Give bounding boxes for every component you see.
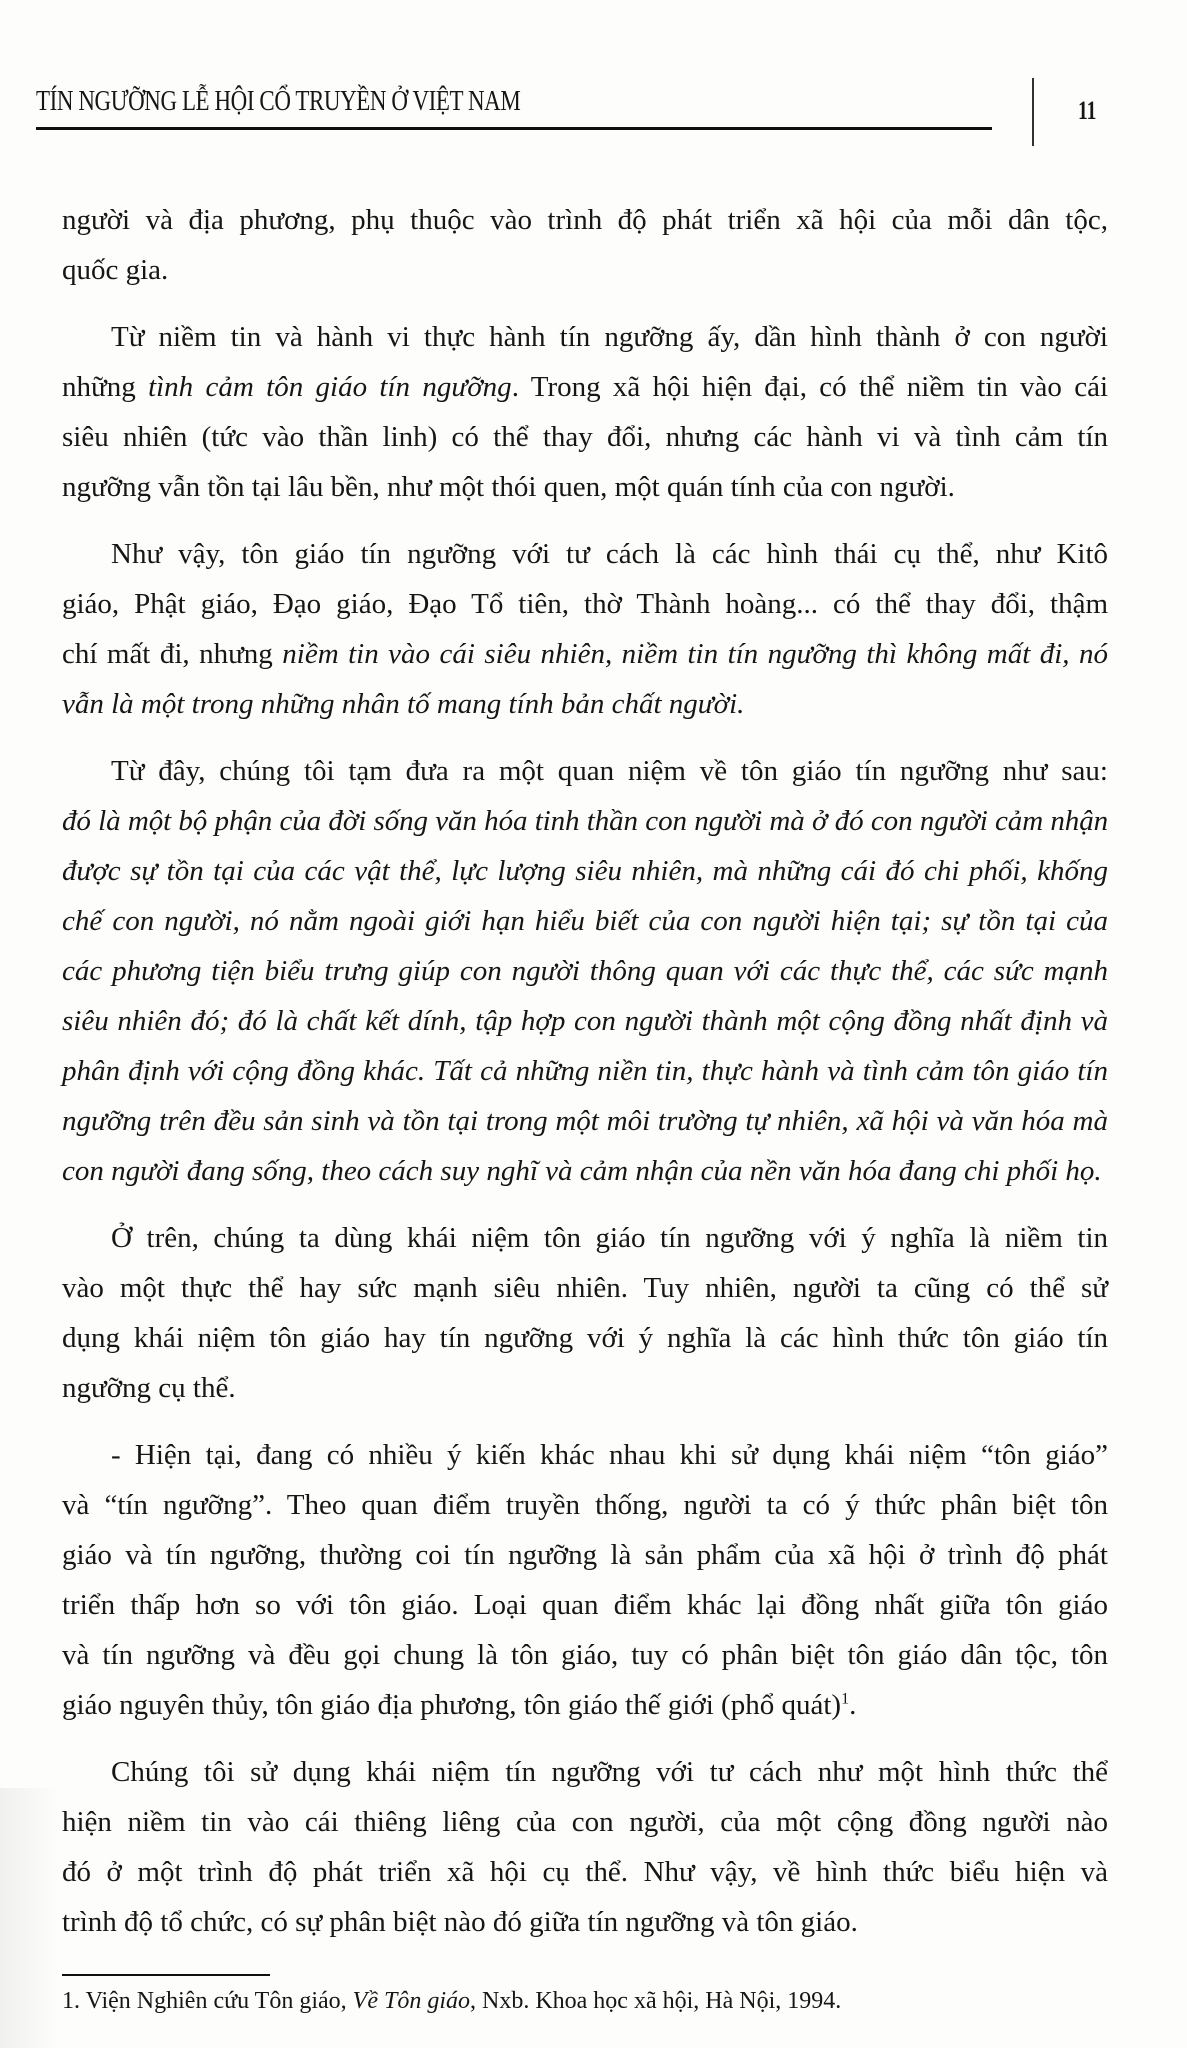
paragraph [62,529,1108,729]
text-line [62,1313,1108,1363]
text-run: Chúng tôi sử dụng khái niệm tín ngưỡng với tư cách như một hình thức thể [111,1756,1108,1788]
text-run: . Trong xã hội hiện đại, có thể niềm tin vào cái [511,371,1109,403]
paragraph [62,1430,1108,1730]
italic-text: con người đang sống, theo cách suy nghĩ và cảm nhận của nền văn hóa đang chi phối họ. [62,1155,1102,1187]
text-line [62,529,1108,579]
text-line [62,1146,1108,1196]
paragraph [62,312,1108,512]
paragraph [62,746,1108,1196]
text-run: giáo và tín ngưỡng, thường coi tín ngưỡng là sản phẩm của xã hội ở trình độ phát [62,1539,1108,1571]
text-run: Như vậy, tôn giáo tín ngưỡng với tư cách là các hình thái cụ thể, như Kitô [111,538,1108,570]
text-line [62,412,1108,462]
text-line [62,679,1108,729]
text-line [62,1747,1108,1797]
text-run: - Hiện tại, đang có nhiều ý kiến khác nhau khi sử dụng khái niệm “tôn giáo” [111,1439,1108,1471]
footnote [62,1986,841,2016]
italic-text: chế con người, nó nằm ngoài giới hạn hiểu biết của con người hiện tại; sự tồn tại của [62,905,1108,937]
text-run: Từ niềm tin và hành vi thực hành tín ngưỡng ấy, dần hình thành ở con người [111,321,1108,353]
text-line [62,846,1108,896]
text-line [62,1213,1108,1263]
text-line [62,996,1108,1046]
scan-shadow [0,1788,60,2048]
text-line [62,1580,1108,1630]
text-line [62,896,1108,946]
running-title: TÍN NGƯỠNG LỄ HỘI CỔ TRUYỀN Ở VIỆT NAM [36,86,521,117]
header-rule [36,127,992,130]
text-line [62,1680,1108,1730]
text-line [62,1847,1108,1897]
text-line [62,1897,1108,1947]
text-line [62,579,1108,629]
text-line [62,1263,1108,1313]
paragraph [62,1213,1108,1413]
italic-text: tình cảm tôn giáo tín ngưỡng [148,371,512,403]
text-run: hiện niềm tin vào cái thiêng liêng của con người, của một cộng đồng người nào [62,1806,1108,1838]
italic-text: ngưỡng trên đều sản sinh và tồn tại trong một môi trường tự nhiên, xã hội và văn hóa mà [62,1105,1108,1137]
italic-text: niềm tin vào cái siêu nhiên, niềm tin tín ngưỡng thì không mất đi, nó [282,638,1108,670]
footnote-rule [62,1974,270,1976]
text-run: ngưỡng cụ thể. [62,1372,236,1404]
text-run: chí mất đi, nhưng [62,638,283,670]
text-line [62,746,1108,796]
text-run: triển thấp hơn so với tôn giáo. Loại quan điểm khác lại đồng nhất giữa tôn giáo [62,1589,1108,1621]
text-line [62,195,1108,245]
paragraph [62,1747,1108,1947]
text-run: giáo nguyên thủy, tôn giáo địa phương, tôn giáo thế giới (phổ quát) [62,1689,842,1721]
text-run: và tín ngưỡng và đều gọi chung là tôn giáo, tuy có phân biệt tôn giáo dân tộc, tôn [62,1639,1108,1671]
italic-text: siêu nhiên đó; đó là chất kết dính, tập hợp con người thành một cộng đồng nhất định và [62,1005,1108,1037]
footnote-number: 1. [62,1988,86,2014]
italic-text: phân định với cộng đồng khác. Tất cả những niền tin, thực hành và tình cảm tôn giáo tín [62,1055,1108,1087]
text-line [62,1363,1108,1413]
text-line [62,629,1108,679]
text-run: ngưỡng vẫn tồn tại lâu bền, như một thói quen, một quán tính của con người. [62,471,955,503]
text-run: đó ở một trình độ phát triển xã hội cụ thể. Như vậy, về hình thức biểu hiện và [62,1856,1108,1888]
text-line [62,1046,1108,1096]
header-divider [1032,78,1034,146]
footnote-title: Về Tôn giáo [352,1988,470,2014]
text-line [62,462,1108,512]
text-line [62,1430,1108,1480]
italic-text: các phương tiện biểu trưng giúp con người thông quan với các thực thể, các sức mạnh [62,955,1108,987]
text-run: siêu nhiên (tức vào thần linh) có thể thay đổi, nhưng các hành vi và tình cảm tín [62,421,1108,453]
body-text [62,195,1108,1964]
page-number: 11 [1078,96,1097,125]
text-line [62,1530,1108,1580]
text-run: quốc gia. [62,254,169,286]
italic-text: vẫn là một trong những nhân tố mang tính bản chất người. [62,688,745,720]
footnote-author: Viện Nghiên cứu Tôn giáo, [85,1988,353,2014]
text-run: người và địa phương, phụ thuộc vào trình độ phát triển xã hội của mỗi dân tộc, [62,204,1108,236]
text-line [62,245,1108,295]
text-line [62,312,1108,362]
text-run: . [849,1689,857,1721]
text-line [62,796,1108,846]
footnote-publisher: , Nxb. Khoa học xã hội, Hà Nội, 1994. [469,1988,842,2014]
text-run: Từ đây, chúng tôi tạm đưa ra một quan niệm về tôn giáo tín ngưỡng như sau: [111,755,1108,787]
text-run: Ở trên, chúng ta dùng khái niệm tôn giáo tín ngưỡng với ý nghĩa là niềm tin [111,1222,1108,1254]
text-run: và “tín ngưỡng”. Theo quan điểm truyền thống, người ta có ý thức phân biệt tôn [62,1489,1108,1521]
italic-text: đó là một bộ phận của đời sống văn hóa tinh thần con người mà ở đó con người cảm nhận [62,805,1108,837]
paragraph [62,195,1108,295]
text-run: trình độ tổ chức, có sự phân biệt nào đó giữa tín ngưỡng và tôn giáo. [62,1906,858,1938]
text-run: dụng khái niệm tôn giáo hay tín ngưỡng với ý nghĩa là các hình thức tôn giáo tín [62,1322,1108,1354]
text-line [62,1797,1108,1847]
text-line [62,1096,1108,1146]
text-line [62,362,1108,412]
italic-text: được sự tồn tại của các vật thể, lực lượng siêu nhiên, mà những cái đó chi phối, khống [62,855,1108,887]
footnote-ref: 1 [841,1690,850,1708]
text-line [62,946,1108,996]
text-run: những [62,371,149,403]
text-run: giáo, Phật giáo, Đạo giáo, Đạo Tổ tiên, thờ Thành hoàng... có thể thay đổi, thậm [62,588,1108,620]
text-line [62,1630,1108,1680]
text-run: vào một thực thể hay sức mạnh siêu nhiên. Tuy nhiên, người ta cũng có thể sử [62,1272,1108,1304]
text-line [62,1480,1108,1530]
